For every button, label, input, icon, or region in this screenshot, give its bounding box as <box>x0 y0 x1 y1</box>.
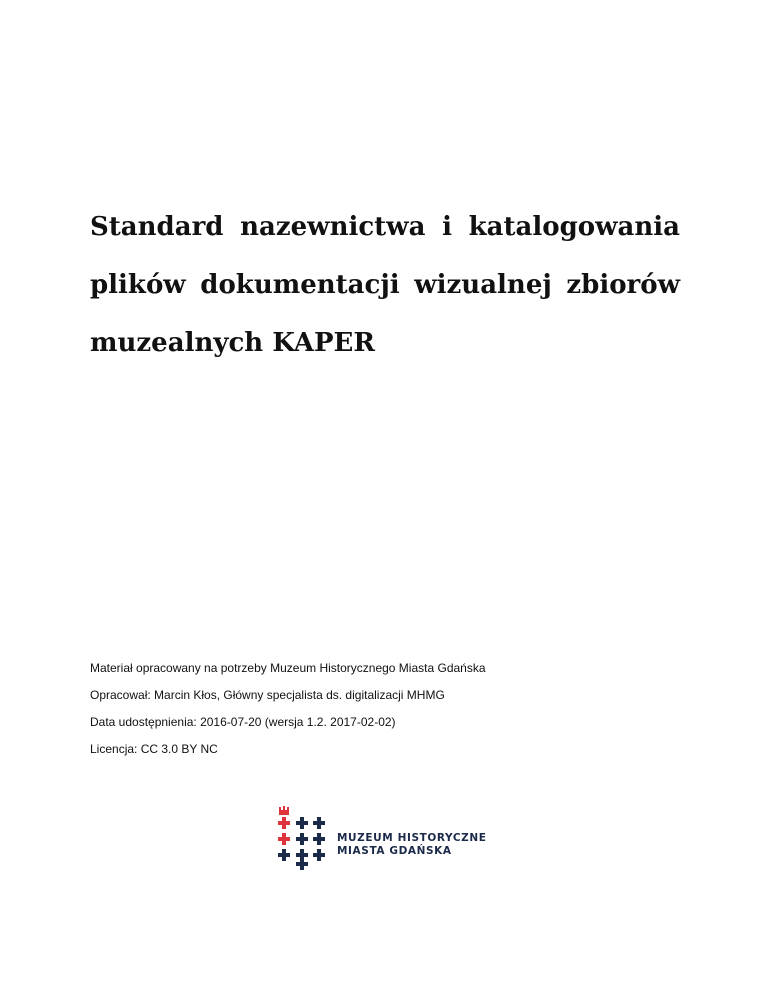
title-word: plików <box>90 270 186 300</box>
title-word: i <box>442 212 452 242</box>
logo-wordmark <box>337 832 487 858</box>
release-date-text: Data udostępnienia: 2016-07-20 (wersja 1.2. 2017-02-02) <box>90 715 396 729</box>
museum-logo <box>278 804 498 874</box>
red-cross-icon <box>278 817 290 829</box>
logo-line-2: MIASTA GDAŃSKA <box>337 845 452 857</box>
title-line-1 <box>90 198 680 256</box>
logo-line-1: MUZEUM HISTORYCZNE <box>337 832 487 844</box>
title-word: muzealnych KAPER <box>90 328 375 358</box>
title-word: dokumentacji <box>200 270 400 300</box>
navy-cross-icon <box>313 849 325 861</box>
crown-icon <box>279 806 289 815</box>
title-line-2 <box>90 256 680 314</box>
author-text: Opracował: Marcin Kłos, Główny specjalista ds. digitalizacji MHMG <box>90 688 445 702</box>
museum-crosses-crown-icon <box>278 804 326 870</box>
prepared-for-text: Materiał opracowany na potrzeby Muzeum Historycznego Miasta Gdańska <box>90 661 486 675</box>
license-text: Licencja: CC 3.0 BY NC <box>90 742 218 756</box>
title-word: nazewnictwa <box>240 212 426 242</box>
title-line-3 <box>90 314 680 372</box>
document-title <box>90 198 680 372</box>
navy-cross-icon <box>296 817 308 829</box>
document-metadata <box>90 658 486 766</box>
red-cross-icon <box>278 833 290 845</box>
title-word: Standard <box>90 212 224 242</box>
navy-cross-icon <box>296 833 308 845</box>
navy-cross-icon <box>313 833 325 845</box>
navy-cross-icon <box>313 817 325 829</box>
title-word: katalogowania <box>468 212 680 242</box>
navy-cross-icon <box>278 849 290 861</box>
title-word: zbiorów <box>566 270 680 300</box>
navy-cross-icon <box>296 858 308 870</box>
title-word: wizualnej <box>414 270 552 300</box>
